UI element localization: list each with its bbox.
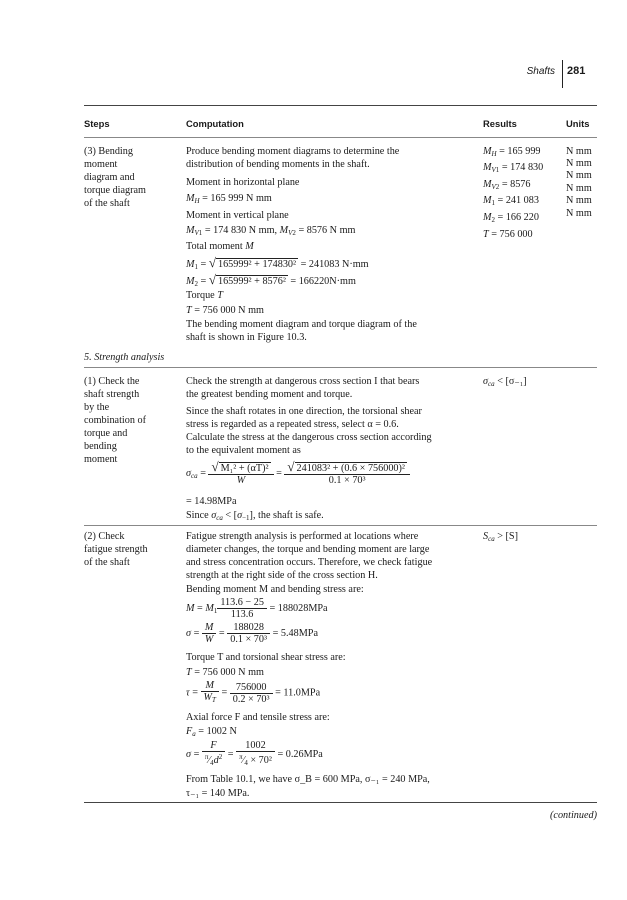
m1-result: = 241083 N·mm	[300, 259, 369, 270]
numerator: 113.6 − 25	[217, 597, 267, 609]
computation-text: to the equivalent moment as	[186, 445, 301, 456]
col-results: Results	[483, 118, 517, 129]
step-label: torque and	[84, 428, 128, 439]
mh-value: = 165 999 N mm	[202, 193, 272, 204]
result-value: < [σ₋₁]	[497, 376, 527, 387]
fraction: $\frac{\text{√ 241083² + (0.6 × 756000)²}}{\text{0.1 × 70³}}$	[284, 461, 410, 486]
step-label: by the	[84, 402, 110, 413]
tau-result: = 11.0MPa	[275, 687, 321, 699]
numerator: 188028	[227, 622, 270, 634]
unit-label: N mm	[566, 183, 592, 194]
numerator: 241083² + (0.6 × 756000)²	[296, 463, 405, 474]
since-text: Since	[186, 510, 209, 521]
computation-text: Produce bending moment diagrams to determine the	[186, 146, 400, 157]
computation-text: Check the strength at dangerous cross section I that bears	[186, 376, 420, 387]
section-rule	[84, 367, 597, 368]
m-result: = 188028MPa	[269, 602, 328, 614]
unit-label: N mm	[566, 170, 592, 181]
computation-text: and stress concentration occurs. Therefore, we check fatigue	[186, 557, 433, 568]
t-value: = 756 000 N mm	[194, 667, 264, 678]
result-mv1: $M_{V1} = 174$ 830	[483, 162, 544, 174]
denominator: 113.6	[230, 609, 254, 620]
computation-text: the greatest bending moment and torque.	[186, 389, 353, 400]
computation-text: shaft is shown in Figure 10.3.	[186, 332, 307, 343]
sigma-result: = 5.48MPa	[272, 627, 318, 639]
col-units: Units	[566, 118, 590, 129]
mv2-value: = 8576 N mm	[298, 225, 356, 236]
fa-value: = 1002 N	[198, 726, 237, 737]
sigma-ca-equation: $\sigma_{ca}$ = $\frac{\text{√ M₁² + (αT)²}}{W}$ = $\frac{\text{√ 241083² + (0.6 × 756000)²}}{\text{0.1 × 70³}}$	[186, 461, 410, 486]
numerator: M₁² + (αT)²	[220, 463, 269, 474]
torque-equation: T = 756 000 N mm	[186, 305, 264, 316]
fraction: $\frac{M}{W_T}$	[201, 680, 219, 706]
step-label: bending	[84, 441, 117, 452]
step-label: diagram and	[84, 172, 135, 183]
sigma-equation: σ = $\frac{M}{W}$ = $\frac{188028}{\text{0.1 × 70³}}$ = 5.48MPa	[186, 622, 318, 645]
denominator: 0.1 × 70³	[328, 475, 366, 486]
computation-text: stress is regarded as a repeated stress, select α = 0.6.	[186, 419, 399, 430]
result-value: > [S]	[497, 531, 518, 542]
computation-text: τ₋₁ = 140 MPa.	[186, 788, 250, 799]
computation-text: Since the shaft rotates in one direction, the torsional shear	[186, 406, 422, 417]
result-m2: $M_2 = 166$ 220	[483, 212, 539, 224]
result-value: = 165 999	[499, 146, 541, 157]
denominator: 0.1 × 70³	[230, 634, 268, 645]
unit-label: N mm	[566, 158, 592, 169]
m2-equation: $M_2$ = √ 165999² + 8576² = 166220N·mm	[186, 272, 356, 288]
computation-text: Axial force F and tensile stress are:	[186, 712, 330, 723]
fraction: $\frac{\text{√ M₁² + (αT)²}}{W}$	[208, 461, 273, 486]
page-number: 281	[567, 65, 586, 77]
step-label: fatigue strength	[84, 544, 148, 555]
computation-text: strength at the right side of the cross section H.	[186, 570, 378, 581]
step-label: (3) Bending	[84, 146, 133, 157]
step-label: of the shaft	[84, 198, 130, 209]
step-label: of the shaft	[84, 557, 130, 568]
mv-equation: $M_{V1} = 174$ 830 N mm, $M_{V2} = 8576$ N mm	[186, 225, 356, 237]
row-divider	[84, 525, 597, 526]
computation-text: distribution of bending moments in the shaft.	[186, 159, 370, 170]
table-bottom-rule	[84, 802, 597, 803]
axial-sigma-equation: σ = $\frac{F}{^\pi⁄_4d^2}$ = $\frac{1002}{^\pi⁄_4 \times 70^2}$ = 0.26MPa	[186, 740, 323, 767]
result-value: = 8576	[501, 179, 531, 190]
result-m1: $M_1 = 241$ 083	[483, 195, 539, 207]
denominator: × 70²	[250, 755, 272, 766]
result-value: = 174 830	[501, 162, 544, 173]
denominator: 0.2 × 70³	[232, 693, 270, 705]
tau-equation: τ = $\frac{M}{W_T}$ = $\frac{756000}{\text{0.2 × 70³}}$ = 11.0MPa	[186, 680, 321, 705]
result-mh: $M_H = 165$ 999	[483, 146, 541, 158]
m2-radicand: 165999² + 8576²	[217, 276, 286, 287]
total-moment-label: Total moment M	[186, 241, 254, 252]
section-heading: 5. Strength analysis	[84, 352, 165, 363]
step-label: moment	[84, 159, 118, 170]
result-t: T = 756 000	[483, 229, 533, 240]
torque-text: Torque	[186, 290, 215, 301]
computation-text: Moment in horizontal plane	[186, 177, 300, 188]
result-value: = 166 220	[497, 212, 539, 223]
continued-note: (continued)	[550, 810, 597, 821]
m1-radicand: 165999² + 174830²	[217, 259, 297, 270]
numerator: 1002	[236, 740, 275, 752]
axial-sigma-result: = 0.26MPa	[277, 748, 323, 760]
step-label: (2) Check	[84, 531, 125, 542]
m-equation: $M = M_1$ $\frac{113.6 - 25}{113.6}$ = 188028MPa	[186, 597, 328, 620]
computation-text: diameter changes, the torque and bending moment are large	[186, 544, 430, 555]
computation-text: Calculate the stress at the dangerous cross section according	[186, 432, 432, 443]
fraction: $\frac{F}{^\pi⁄_4d^2}$	[202, 740, 225, 769]
denominator: W	[236, 475, 246, 486]
running-header	[0, 64, 627, 84]
mv1-value: = 174 830 N mm,	[204, 225, 278, 236]
fraction: $\frac{1002}{^\pi⁄_4 \times 70^2}$	[236, 740, 275, 769]
step-label: shaft strength	[84, 389, 140, 400]
torque-label: Torque T	[186, 290, 223, 301]
since-statement: Since $\sigma_{ca} < [\sigma_{-1}]$, the shaft is safe.	[186, 510, 324, 522]
unit-label: N mm	[566, 208, 592, 219]
torque-value: = 756 000 N mm	[194, 305, 264, 316]
computation-text: Fatigue strength analysis is performed at locations where	[186, 531, 419, 542]
fraction	[227, 622, 270, 645]
header-divider	[562, 60, 563, 88]
m2-result: = 166220N·mm	[290, 276, 356, 287]
sigma-ca-result: = 14.98MPa	[186, 496, 237, 507]
running-title: Shafts	[526, 66, 555, 77]
result-s-ca: $S_{ca} > [S]$	[483, 531, 518, 543]
computation-text: From Table 10.1, we have σ_B = 600 MPa, σ₋₁ = 240 MPa,	[186, 774, 430, 785]
fraction: $\frac{M}{W}$	[202, 622, 217, 645]
step-label: (1) Check the	[84, 376, 140, 387]
since-tail: , the shaft is safe.	[252, 510, 324, 521]
computation-text: Bending moment M and bending stress are:	[186, 584, 364, 595]
total-moment-text: Total moment	[186, 241, 243, 252]
result-mv2: $M_{V2} = 8576$	[483, 179, 531, 191]
header-rule	[84, 137, 597, 138]
step-label: combination of	[84, 415, 146, 426]
step-label: torque diagram	[84, 185, 146, 196]
col-computation: Computation	[186, 118, 244, 129]
fraction	[230, 682, 273, 705]
unit-label: N mm	[566, 195, 592, 206]
fraction	[217, 597, 267, 620]
computation-text: The bending moment diagram and torque diagram of the	[186, 319, 417, 330]
m1-equation: $M_1$ = √ 165999² + 174830² = 241083 N·mm	[186, 255, 369, 271]
result-value: = 756 000	[491, 229, 533, 240]
fa-equation: $F_a = 1002$ N	[186, 726, 237, 738]
mh-equation: $M_H = 165$ 999 N mm	[186, 193, 272, 205]
result-value: = 241 083	[497, 195, 539, 206]
unit-label: N mm	[566, 146, 592, 157]
computation-text: Torque T and torsional shear stress are:	[186, 652, 346, 663]
step-label: moment	[84, 454, 118, 465]
result-sigma-ca: $\sigma_{ca} < [\sigma_{-1}]$	[483, 376, 527, 388]
computation-text: Moment in vertical plane	[186, 210, 289, 221]
col-steps: Steps	[84, 118, 110, 129]
t-equation: T = 756 000 N mm	[186, 667, 264, 678]
table-top-rule	[84, 105, 597, 106]
numerator: 756000	[230, 682, 273, 694]
